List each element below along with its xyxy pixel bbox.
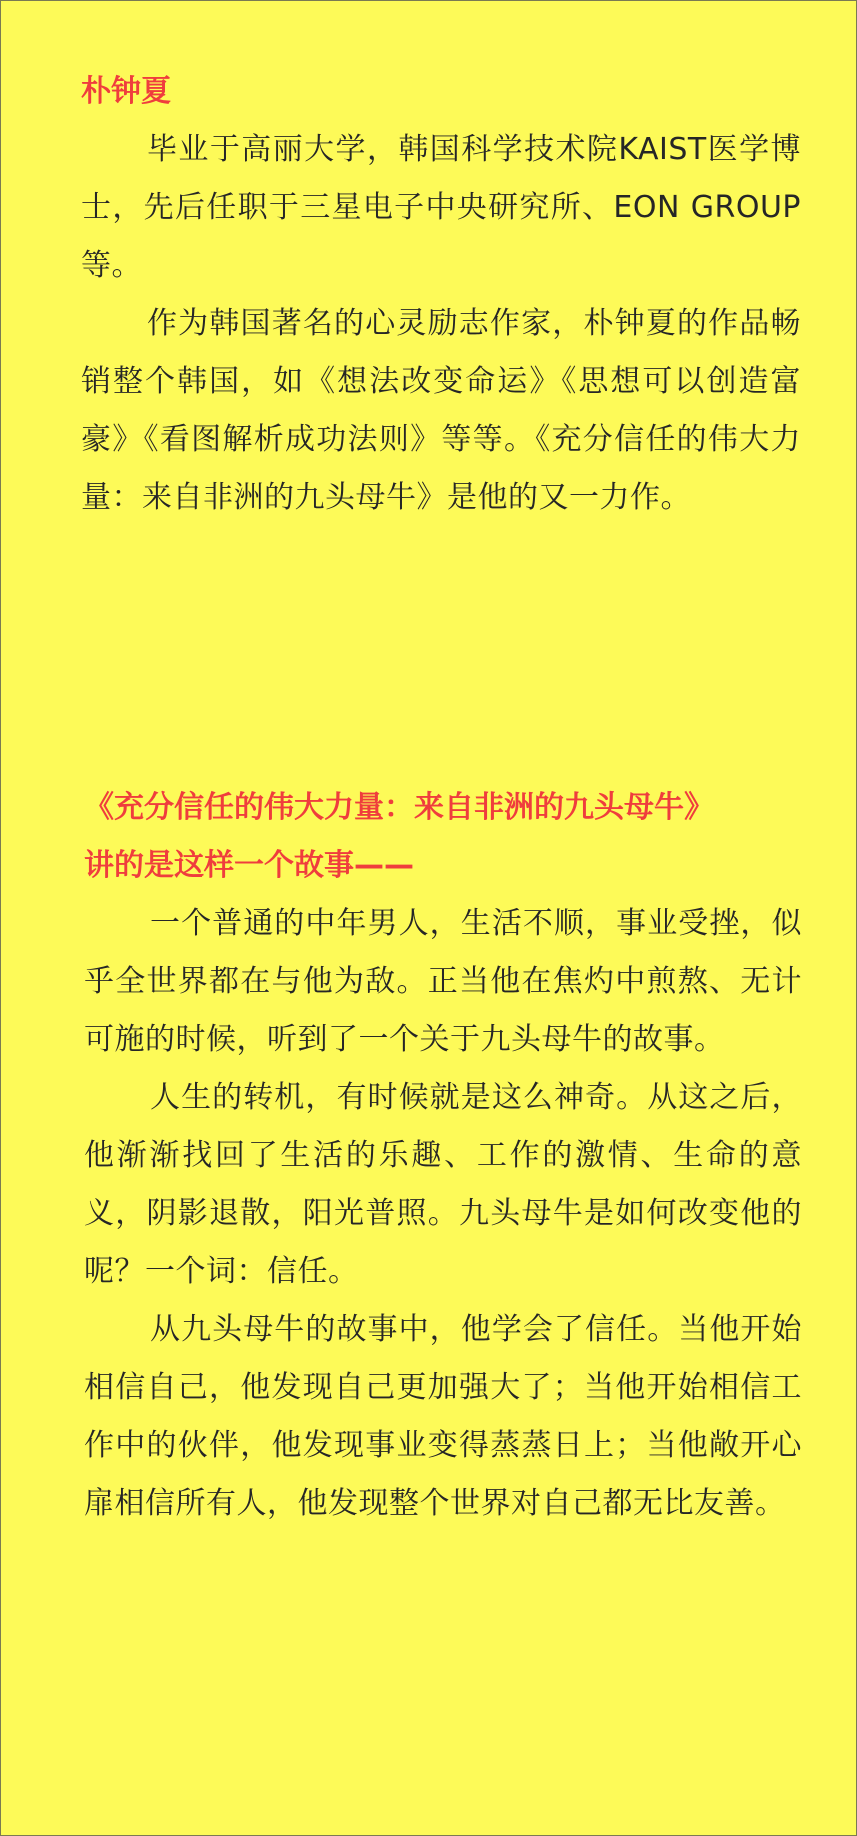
story-paragraph: 人生的转机，有时候就是这么神奇。从这之后，他渐渐找回了生活的乐趣、工作的激情、生命的意义，阴影退散，阳光普照。九头母牛是如何改变他的呢？一个词：信任。 xyxy=(84,1080,802,1289)
author-name: 朴钟夏 xyxy=(81,74,171,109)
author-bio-paragraph: 毕业于高丽大学，韩国科学技术院KAIST医学博士，先后任职于三星电子中央研究所、EON GROUP等。 xyxy=(81,132,801,283)
story-paragraph: 一个普通的中年男人，生活不顺，事业受挫，似乎全世界都在与他为敌。正当他在焦灼中煎熬、无计可施的时候，听到了一个关于九头母牛的故事。 xyxy=(84,906,802,1057)
author-section xyxy=(81,63,801,527)
author-works-paragraph: 作为韩国著名的心灵励志作家，朴钟夏的作品畅销整个韩国，如《想法改变命运》《思想可以创造富豪》《看图解析成功法则》等等。《充分信任的伟大力量：来自非洲的九头母牛》是他的又一力作。 xyxy=(81,306,801,515)
story-heading-line2: 讲的是这样一个故事—— xyxy=(84,848,414,883)
story-paragraph: 从九头母牛的故事中，他学会了信任。当他开始相信自己，他发现自己更加强大了；当他开始相信工作中的伙伴，他发现事业变得蒸蒸日上；当他敞开心扉相信所有人，他发现整个世界对自己都无比友善。 xyxy=(84,1312,802,1521)
story-section xyxy=(84,779,802,1533)
story-heading-line1: 《充分信任的伟大力量：来自非洲的九头母牛》 xyxy=(84,790,714,825)
